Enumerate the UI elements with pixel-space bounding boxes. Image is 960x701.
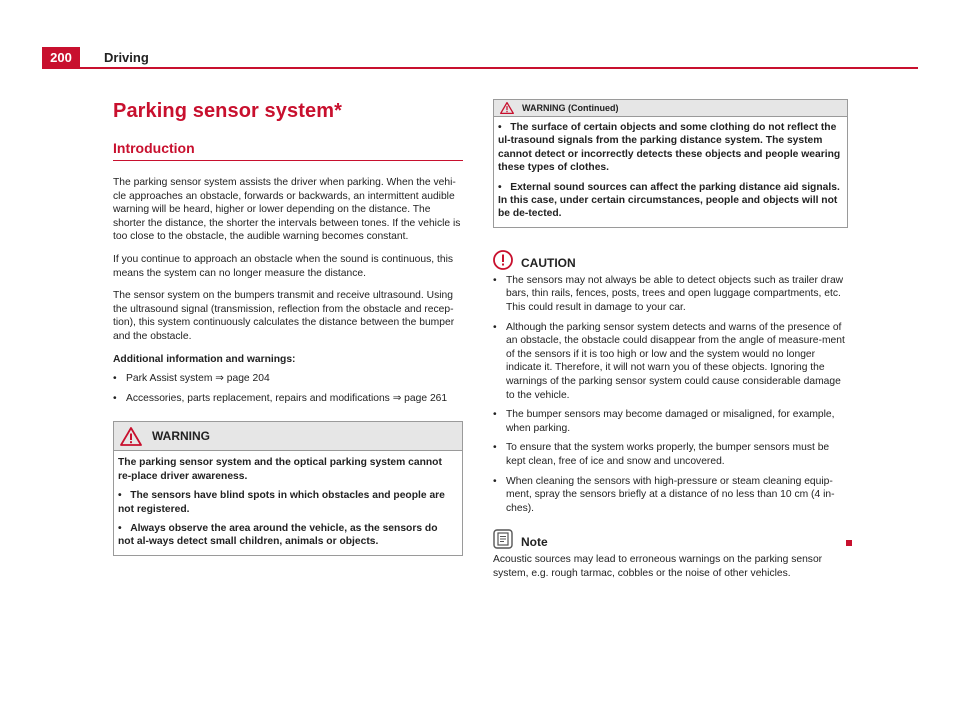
caution-item-text: To ensure that the system works properly, the bumper sensors must be kept clean, free of ice and snow and uncovered. — [506, 442, 830, 467]
warning-bullet-text: The surface of certain objects and some clothing do not reflect the ul-trasound signals from the parking distance system. The system cannot detect or incorrectly detects these objects and people wearing these types of clothes. — [498, 122, 841, 174]
chapter-title: Driving — [104, 50, 149, 65]
bullet-icon: • — [113, 392, 117, 404]
bullet-icon: • — [493, 321, 497, 333]
section-title: Parking sensor system* — [113, 100, 342, 122]
caution-item — [493, 408, 848, 435]
caution-item-text: When cleaning the sensors with high-pressure or steam cleaning equip-ment, spray the sensors briefly at a distance of no less than 10 cm (4 in-ches). — [506, 475, 835, 514]
warning-body — [114, 451, 462, 554]
caution-circle-icon — [493, 250, 513, 270]
note-header — [493, 529, 848, 549]
warning-continued-header — [494, 100, 847, 117]
paragraph: The parking sensor system assists the driver when parking. When the vehi-cle approaches an obstacle, forwards or backwards, an intermittent audible warning will be heard, higher or lower depending on the distance. The shorter the distance, the shorter the intervals between tones. If the vehicle is too close to the obstacle, the audible warning becomes constant. — [113, 177, 461, 243]
warning-continued-body — [494, 117, 847, 227]
note-icon — [493, 529, 513, 549]
bullet-icon: • — [498, 181, 502, 193]
caution-label: CAUTION — [521, 255, 576, 270]
list-item — [113, 372, 463, 386]
paragraph: The sensor system on the bumpers transmit and receive ultrasound. Using the ultrasound signal (transmission, reflection from the obstacle and recep-tion), this system continuously calculates the distance between the bumper and the obstacle. — [113, 290, 455, 342]
caution-item-text: Although the parking sensor system detects and warns of the presence of an obstacle, the obstacle could disappear from the angle of measure-ment of the sensors if it is too high or low and the system would no longer indicate it. Therefore, it will not warn you of these objects. Ignoring the warnings of the parking sensor system could cause considerable damage to the vehicle. — [506, 321, 845, 401]
warning-bullet-text: The sensors have blind spots in which obstacles and people are not registered. — [118, 490, 445, 515]
caution-item — [493, 441, 848, 468]
warning-triangle-icon — [500, 102, 514, 114]
warning-bullet-text: Always observe the area around the vehicle, as the sensors do not al-ways detect small children, animals or objects. — [118, 522, 438, 548]
bullet-icon: • — [493, 274, 497, 286]
bullet-icon: • — [493, 409, 497, 421]
warning-triangle-icon — [120, 427, 142, 446]
section-end-marker — [846, 540, 852, 546]
warning-intro: The parking sensor system and the optical parking system cannot re-place driver awareness. — [118, 457, 442, 482]
list-item-link-text[interactable]: Accessories, parts replacement, repairs and modifications ⇒ page 261 — [126, 392, 448, 404]
caution-item — [493, 475, 848, 516]
list-item-link-text[interactable]: Park Assist system ⇒ page 204 — [126, 373, 270, 385]
left-column — [113, 100, 463, 556]
right-column — [493, 99, 848, 581]
warning-label: WARNING — [152, 429, 210, 444]
caution-item-text: The sensors may not always be able to detect objects such as trailer draw bars, thin rails, fences, posts, trees and open luggage compartments, etc. This could result in damage to your car. — [506, 274, 844, 314]
list-item — [113, 392, 463, 406]
caution-item-text: The bumper sensors may become damaged or misaligned, for example, when parking. — [506, 409, 835, 434]
caution-item — [493, 321, 848, 403]
warning-bullet — [118, 489, 456, 516]
warning-bullet — [118, 522, 456, 549]
bullet-icon: • — [118, 490, 122, 502]
bullet-icon: • — [493, 475, 497, 487]
warning-continued-box — [493, 99, 848, 228]
warning-continued-label: WARNING (Continued) — [522, 103, 619, 113]
warning-header — [114, 422, 462, 451]
caution-header — [493, 250, 848, 270]
paragraph: If you continue to approach an obstacle when the sound is continuous, this means the system can no longer measure the distance. — [113, 253, 454, 279]
bullet-icon: • — [118, 522, 122, 534]
note-text: Acoustic sources may lead to erroneous warnings on the parking sensor system, e.g. rough tarmac, cobbles or the noise of other vehicles. — [493, 554, 823, 579]
bullet-icon: • — [498, 122, 502, 133]
additional-info-heading: Additional information and warnings: — [113, 353, 296, 365]
caution-item — [493, 274, 848, 315]
page-number: 200 — [42, 47, 80, 68]
note-label: Note — [521, 535, 548, 550]
caution-list — [493, 274, 848, 516]
warning-box — [113, 421, 463, 555]
warning-bullet-text: External sound sources can affect the parking distance aid signals. In this case, under certain circumstances, people and objects will not be de-tected. — [498, 181, 840, 220]
warning-bullet — [498, 121, 841, 175]
bullet-icon: • — [113, 373, 117, 385]
header-divider — [42, 67, 918, 69]
subsection-title: Introduction — [113, 140, 463, 161]
warning-bullet — [498, 181, 841, 221]
bullet-icon: • — [493, 442, 497, 454]
